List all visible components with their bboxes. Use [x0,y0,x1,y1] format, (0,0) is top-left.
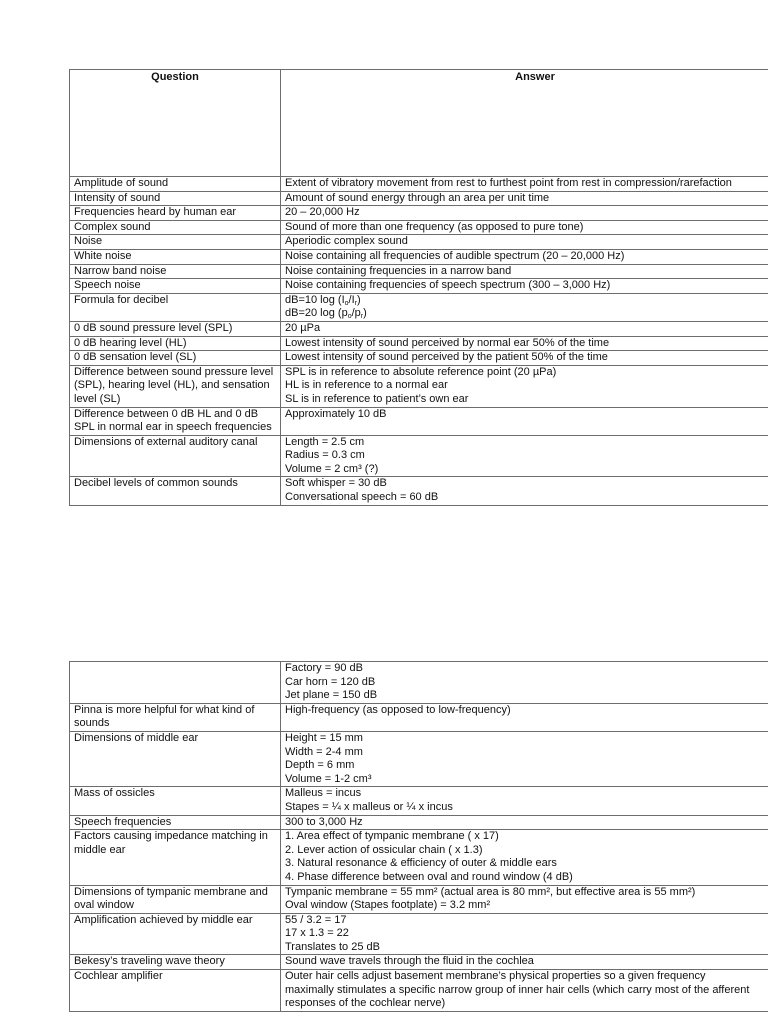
answer-line: Radius = 0.3 cm [285,449,365,462]
question-cell [70,177,281,192]
table-row [70,321,768,336]
table-row [70,731,768,786]
answer-line: Lowest intensity of sound perceived by the patient 50% of the time [285,351,608,364]
answer-cell [281,815,768,830]
question-text: Bekesy’s traveling wave theory [74,955,225,968]
question-cell [70,662,281,704]
answer-cell [281,191,768,206]
answer-line: Width = 2-4 mm [285,745,363,758]
formula-line [285,307,768,321]
question-cell [70,815,281,830]
table-row [70,703,768,731]
answer-line: 1. Area effect of tympanic membrane ( x 17) [285,830,499,843]
answer-line: 20 µPa [285,321,321,334]
answer-line: responses of the cochlear nerve) [285,997,446,1010]
answer-line: Extent of vibratory movement from rest to furthest point from rest in compression/rarefaction [285,177,732,189]
answer-line: Aperiodic complex sound [285,235,408,248]
question-cell [70,321,281,336]
table-row [70,662,768,704]
answer-cell [281,885,768,913]
question-text: Noise [74,235,103,248]
answer-line: Car horn = 120 dB [285,675,376,688]
question-text: Cochlear amplifier [74,970,163,983]
answer-cell [281,264,768,279]
answer-line: Approximately 10 dB [285,407,387,420]
answer-line: 3. Natural resonance & efficiency of outer & middle ears [285,857,557,870]
answer-cell [281,293,768,321]
question-text: Formula for decibel [74,293,169,306]
question-cell [70,293,281,321]
question-cell [70,703,281,731]
question-cell [70,435,281,477]
question-text: Narrow band noise [74,264,167,277]
formula-part: /I [348,293,355,306]
question-cell [70,191,281,206]
question-text: Pinna is more helpful for what kind of sounds [74,703,255,730]
answer-line: 20 – 20,000 Hz [285,206,360,219]
table-row [70,407,768,435]
question-cell [70,206,281,221]
question-text: Difference between 0 dB HL and 0 dB SPL in normal ear in speech frequencies [74,407,272,434]
question-column-header: Question [70,70,281,177]
answer-line: Conversational speech = 60 dB [285,491,439,504]
answer-cell [281,235,768,250]
table-row [70,293,768,321]
question-text: Speech frequencies [74,815,172,828]
table-row [70,787,768,815]
answer-line: 2. Lever action of ossicular chain ( x 1.3) [285,843,483,856]
answer-cell [281,336,768,351]
question-cell [70,365,281,407]
question-cell [70,830,281,885]
question-text: White noise [74,249,132,262]
table-row [70,191,768,206]
answer-line: HL is in reference to a normal ear [285,379,448,392]
question-text: Mass of ossicles [74,787,155,800]
table-row [70,279,768,294]
answer-line: Sound wave travels through the fluid in the cochlea [285,955,534,968]
table-row [70,336,768,351]
answer-line: 4. Phase difference between oval and round window (4 dB) [285,870,573,883]
answer-cell [281,477,768,505]
table-row [70,235,768,250]
question-cell [70,477,281,505]
answer-cell [281,220,768,235]
table-row [70,955,768,970]
formula-part: r [354,299,357,307]
answer-cell [281,830,768,885]
answer-cell [281,913,768,955]
answer-line: Oval window (Stapes footplate) = 3.2 mm² [285,899,491,912]
answer-line: Translates to 25 dB [285,940,380,953]
question-text: Amplitude of sound [74,177,169,189]
table-row [70,249,768,264]
qa-table-1 [69,69,768,506]
question-text: Frequencies heard by human ear [74,206,237,219]
question-cell [70,731,281,786]
table-row [70,351,768,366]
answer-cell [281,279,768,294]
table-row [70,177,768,192]
formula-part: ) [357,293,361,306]
table-row [70,365,768,407]
qa-table-2 [69,661,768,1012]
answer-line: Sound of more than one frequency (as opposed to pure tone) [285,220,584,233]
answer-cell [281,177,768,192]
table-row [70,815,768,830]
answer-line: Noise containing frequencies in a narrow band [285,264,512,277]
table-row [70,206,768,221]
answer-line: SPL is in reference to absolute reference point (20 µPa) [285,365,557,378]
answer-line: Length = 2.5 cm [285,435,365,448]
question-cell [70,787,281,815]
question-cell [70,249,281,264]
answer-cell [281,249,768,264]
answer-cell [281,351,768,366]
answer-line: 300 to 3,000 Hz [285,815,363,828]
question-text: Dimensions of external auditory canal [74,435,258,448]
table-header-row [70,70,768,177]
answer-line: High-frequency (as opposed to low-frequency) [285,703,511,716]
table-row [70,830,768,885]
question-text: 0 dB sensation level (SL) [74,351,197,364]
answer-line: Soft whisper = 30 dB [285,477,387,490]
answer-cell [281,662,768,704]
answer-line: 55 / 3.2 = 17 [285,913,347,926]
question-text: Intensity of sound [74,191,161,204]
question-text: Factors causing impedance matching in middle ear [74,830,268,856]
answer-line: Tympanic membrane = 55 mm² (actual area is 80 mm², but effective area is 55 mm²) [285,885,696,898]
answer-line: Amount of sound energy through an area per unit time [285,191,550,204]
question-text: 0 dB hearing level (HL) [74,336,187,349]
question-text: Dimensions of middle ear [74,731,199,744]
question-text: 0 dB sound pressure level (SPL) [74,321,233,334]
question-cell [70,970,281,1012]
formula-part: o [347,313,352,321]
answer-line: Lowest intensity of sound perceived by normal ear 50% of the time [285,336,610,349]
answer-cell [281,955,768,970]
answer-cell [281,206,768,221]
answer-cell [281,365,768,407]
question-cell [70,885,281,913]
answer-line: Depth = 6 mm [285,759,355,772]
answer-line: 17 x 1.3 = 22 [285,927,349,940]
table-row [70,264,768,279]
question-cell [70,235,281,250]
question-text: Decibel levels of common sounds [74,477,238,490]
formula-part: o [344,299,349,307]
answer-line: Height = 15 mm [285,731,363,744]
answer-cell [281,970,768,1012]
answer-line: Volume = 1-2 cm³ [285,772,372,785]
question-cell [70,351,281,366]
question-cell [70,279,281,294]
answer-line: Outer hair cells adjust basement membrane’s physical properties so a given frequency [285,970,706,983]
question-text: Amplification achieved by middle ear [74,913,253,926]
question-text: Complex sound [74,220,151,233]
answer-line: maximally stimulates a specific narrow group of inner hair cells (which carry most of the afferent [285,983,750,996]
answer-line: Factory = 90 dB [285,662,363,674]
question-cell [70,264,281,279]
formula-part: dB=10 log (I [285,293,345,306]
question-text: Difference between sound pressure level (SPL), hearing level (HL), and sensation level (SL) [74,365,274,405]
answer-line: Stapes = ¼ x malleus or ¼ x incus [285,800,453,813]
formula-line [285,294,768,308]
table-row [70,220,768,235]
answer-line: Noise containing all frequencies of audible spectrum (20 – 20,000 Hz) [285,249,625,262]
formula-part: ) [363,307,367,320]
answer-line: Volume = 2 cm³ (?) [285,462,379,475]
question-cell [70,913,281,955]
table-row [70,885,768,913]
table-row [70,477,768,505]
question-text: Speech noise [74,279,141,292]
answer-line: SL is in reference to patient’s own ear [285,392,469,405]
answer-line: Malleus = incus [285,787,362,800]
question-text: Dimensions of tympanic membrane and oval window [74,885,268,912]
answer-column-header: Answer [281,70,768,177]
question-cell [70,220,281,235]
answer-line: Noise containing frequencies of speech spectrum (300 – 3,000 Hz) [285,279,611,292]
answer-line: Jet plane = 150 dB [285,689,378,702]
table-row [70,913,768,955]
formula-part: dB=20 log (p [285,307,348,320]
formula-part: /p [351,307,361,320]
table-row [70,970,768,1012]
answer-cell [281,407,768,435]
question-cell [70,955,281,970]
question-cell [70,336,281,351]
answer-cell [281,703,768,731]
answer-cell [281,731,768,786]
formula-part: r [360,313,364,321]
answer-cell [281,321,768,336]
answer-cell [281,787,768,815]
table-row [70,435,768,477]
answer-cell [281,435,768,477]
question-cell [70,407,281,435]
